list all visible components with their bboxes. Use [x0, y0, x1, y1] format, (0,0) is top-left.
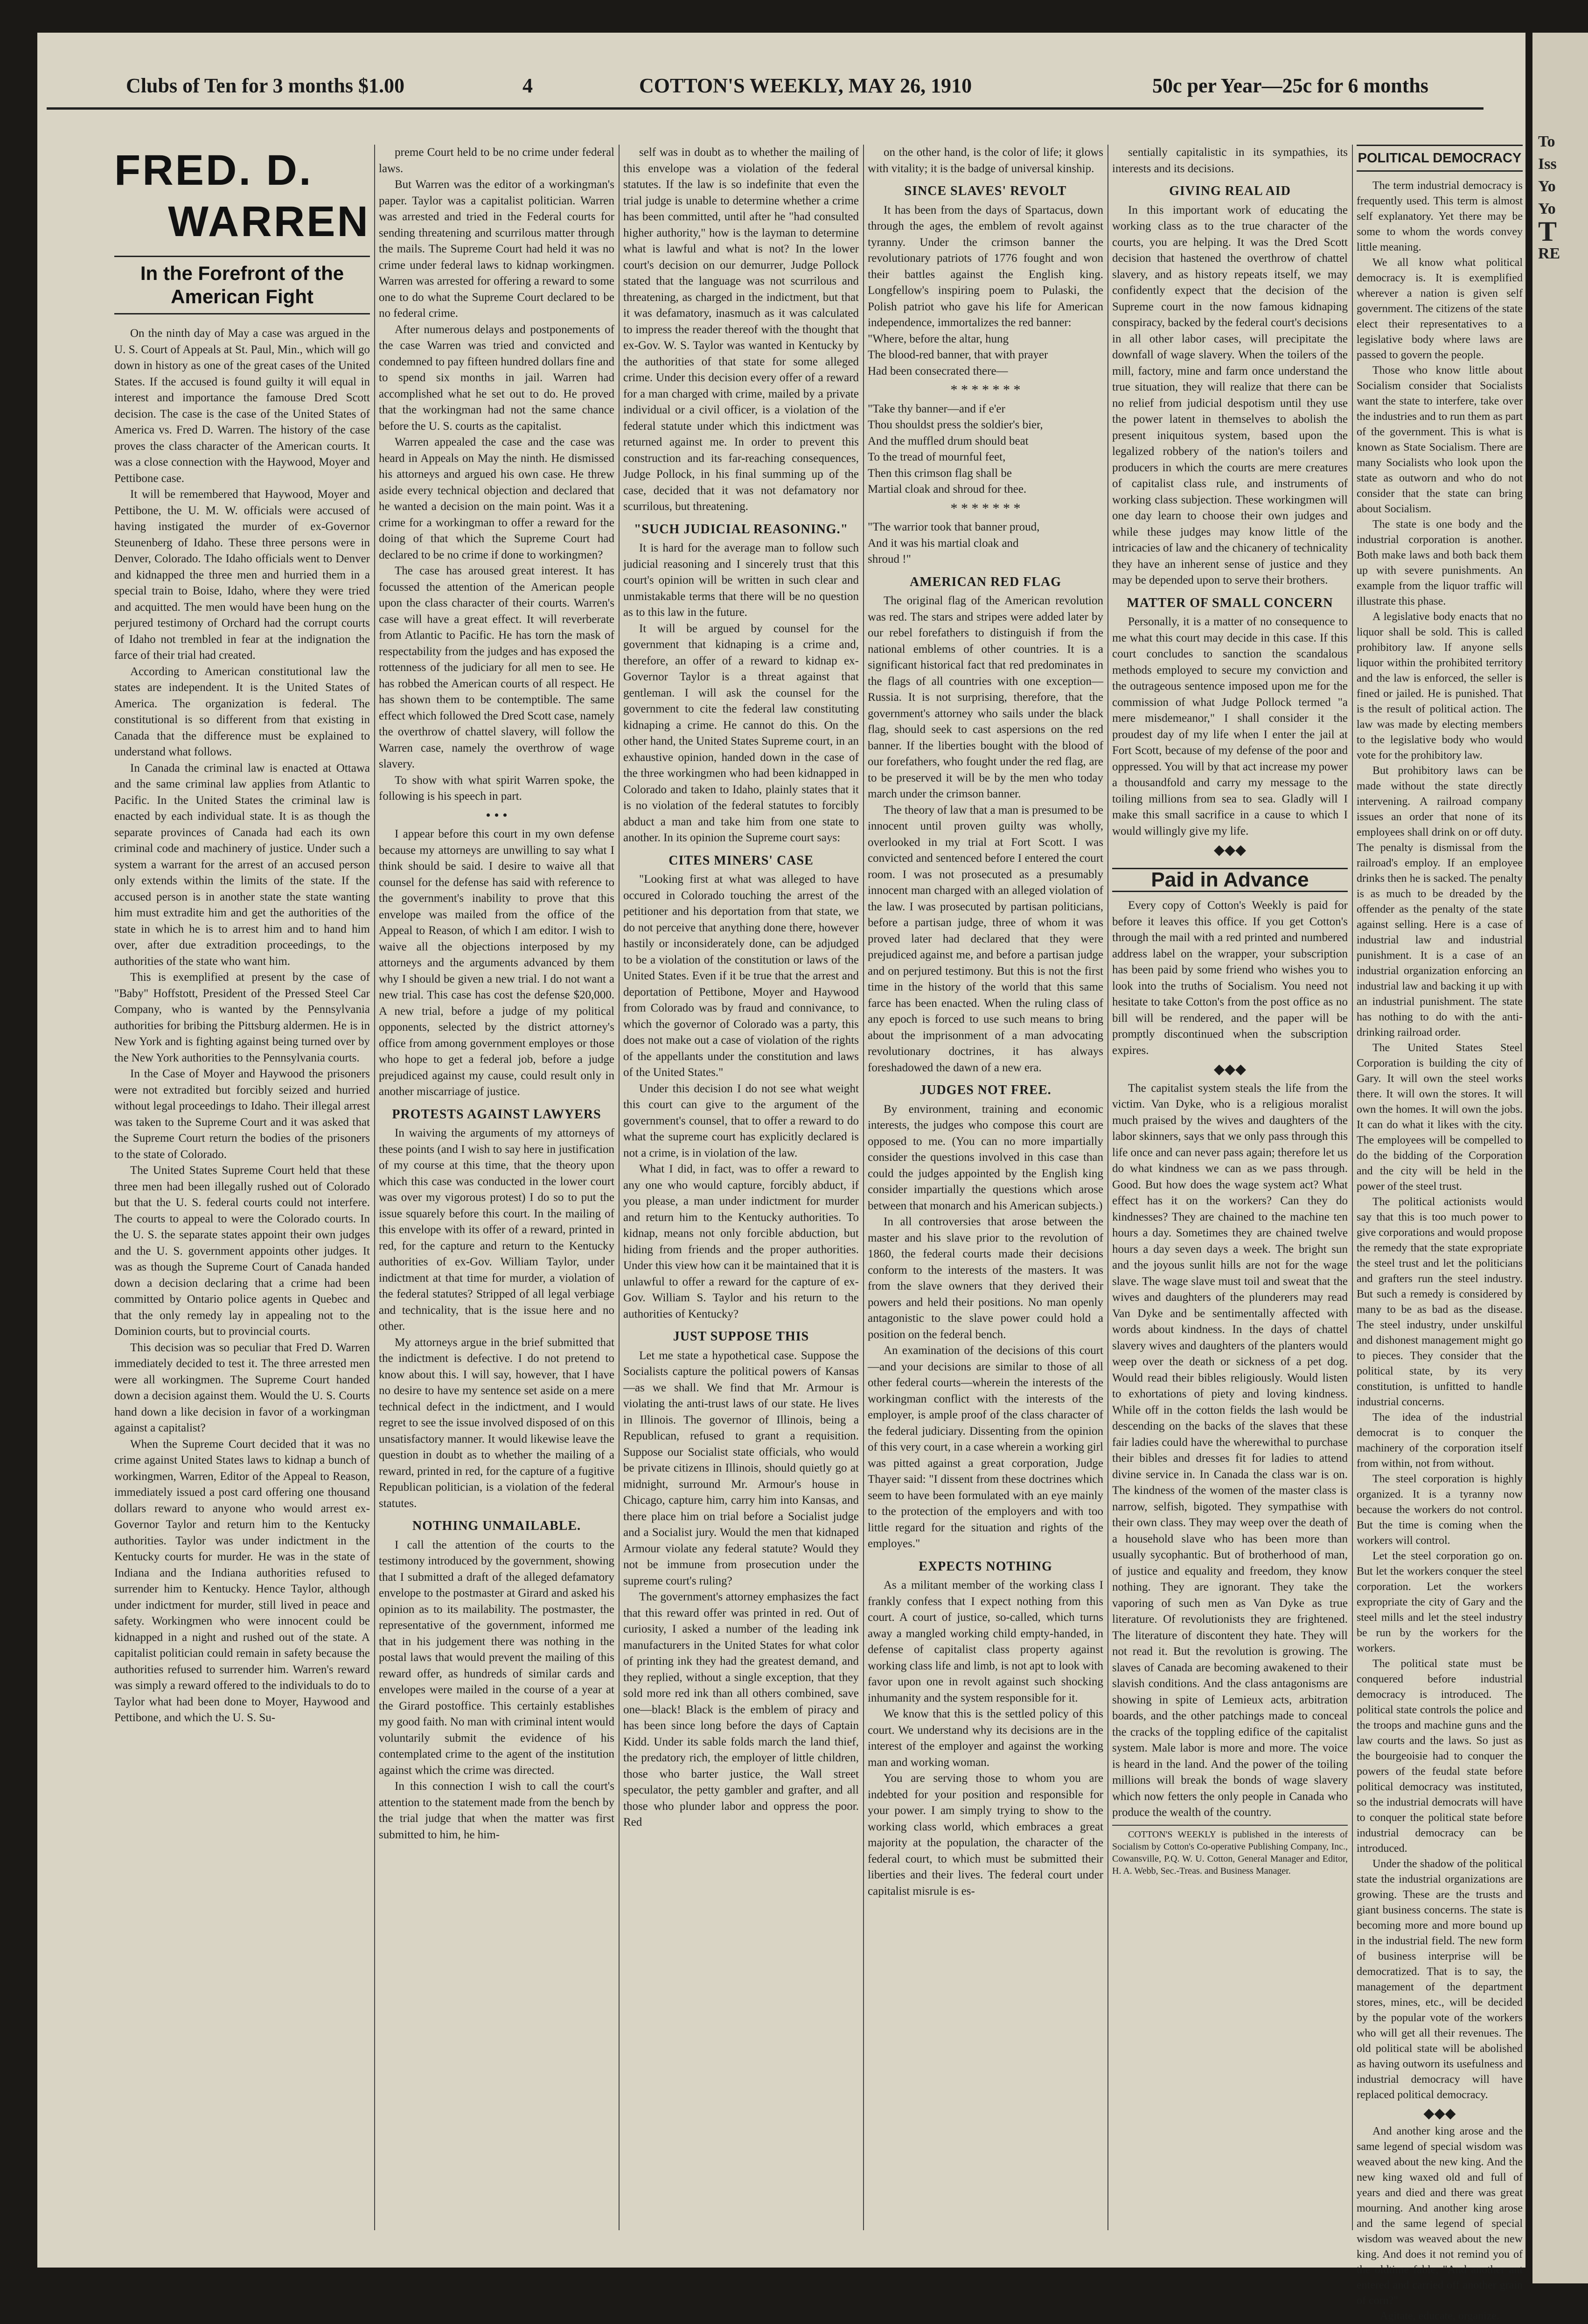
signoff-slogan: Agitate, educate, organize.	[1379, 2310, 1500, 2322]
header-masthead-date: COTTON'S WEEKLY, MAY 26, 1910	[639, 74, 972, 97]
paid-in-advance-heading: Paid in Advance	[1112, 868, 1348, 893]
paragraph: Martial cloak and shroud for thee.	[868, 483, 1027, 496]
edge-text: Iss	[1538, 155, 1557, 173]
column-2-text-3	[379, 1537, 614, 1843]
paragraph: And another king arose and the same legend of special wisdom was weaved about the new king. And the new king waxed old and full of years and died and there was great mourning. And another king arose and the same legend of special wisdom was weaved about the new king. And does it not remind you of the oldtime fable, "And another ant entered and carried off another grain of corn?"	[1357, 2125, 1523, 2307]
column-5-text	[1112, 145, 1348, 177]
ornament: • • •	[486, 807, 508, 823]
column-3-text-4	[623, 1348, 859, 1831]
edge-text: Yo	[1538, 200, 1556, 217]
paragraph: "The warrior took that banner proud,	[868, 521, 1040, 533]
column-2	[379, 145, 614, 2230]
paragraph: Under this decision I do not see what weight this court can give to the argument of the government's counsel, that to offer a reward to do what the supreme court has explicitly declared is not a crime, is in violation of the law.	[623, 1082, 859, 1159]
paragraph: My attorneys argue in the brief submitted that the indictment is defective. I do not pretend to know about this. I will say, however, that I have no desire to have my sentence set aside on a mere technical defect in the indictment, and I would regret to see the issue involved disposed of on this unsatisfactory manner. It would likewise leave the question in doubt as to whether the mailing of a reward, printed in red, for the capture of a fugitive Republican politician, is a violation of the federal statutes.	[379, 1336, 614, 1510]
poem-stanza-1	[868, 331, 1103, 380]
paragraph: shroud !"	[868, 553, 911, 565]
adjacent-page-edge	[1532, 33, 1588, 2283]
paragraph: In this important work of educating the working class as to the true character of the courts, you are helping. It was the Dred Scott decision that hastened the overthrow of chattel slavery, and as history repeats itself, we may confidently expect that the decision of the Supreme court in the now famous kidnaping conspiracy, backed by the federal court's decisions in all other labor cases, will precipitate the downfall of wage slavery. When the toilers of the mill, factory, mine and farm once understand the true situation, they will realize that there can be no relief from judicial despotism until they use the power latent in themselves to abolish the present iniquitous system, based upon the legalized robbery of the nation's toilers and producers in which the courts are mere creatures of capitalist class rule, and instruments of working class subjection. These workingmen will one day learn to choose their own judges and while these judges may know little of the intricacies of law and the chicanery of technicality they have an inherent sense of justice and they may be depended upon to serve their brothers.	[1112, 203, 1348, 586]
paragraph: What I did, in fact, was to offer a reward to any one who would capture, forcibly abduct, if you please, a man under indictment for murder and return him to the Kentucky authorities. To kidnap, means not only forcible abduction, but hiding from friends and the proper authorities. Under this view how can it be maintained that it is unlawful to offer a reward for the capture of ex-Gov. William S. Taylor and his return to the authorities of Kentucky?	[623, 1163, 859, 1320]
column-6-text-2	[1357, 2124, 1523, 2309]
column-6-text	[1357, 178, 1523, 2103]
paragraph: The United States Supreme Court held that these three men had been illegally rushed out of Colorado but that the U. S. federal courts could not interfere. The courts to appeal to were the Colorado courts. In the U. S. the separate states appoint their own judges and the U. S. government appoints other judges. It was as though the Supreme Court of Canada handed down a decision declaring that a crime had been committed by Ontario police agents in Quebec and that the only remedy lay in appealing not to the Dominion courts, but to provincial courts.	[114, 1164, 370, 1338]
column-1-text	[114, 326, 370, 1726]
paragraph: Under the shadow of the political state the industrial organizations are growing. These are the trusts and giant business concerns. The state is becoming more and more bound up in the industrial field. The new form of business interprise will be democratized. That is to say, the management of the department stores, mines, etc., will be decided by the popular vote of the workers who will get all their revenues. The old political state will be abolished as having outworn its usefulness and industrial democracy will have replaced political democracy.	[1357, 1858, 1523, 2101]
subhead-giving-real-aid: GIVING REAL AID	[1169, 184, 1291, 198]
paragraph: Let me state a hypothetical case. Suppose the Socialists capture the political powers of Kansas—as we shall. We find that Mr. Armour is violating the anti-trust laws of our state. He lives in Illinois. The governor of Illinois, being a Republican, refused to grant a requisition. Suppose our Socialist state officials, who would be private citizens in Illinois, should quietly go at midnight, surround Mr. Armour's house in Chicago, capture him, carry him into Kansas, and there place him on trial before a Socialist judge and a Socialist jury. Would the men that kidnaped Armour violate any federal statute? Would they not be immune from prosecution under the supreme court's ruling?	[623, 1349, 859, 1587]
paragraph: In the Case of Moyer and Haywood the prisoners were not extradited but forcibly seized and hurried without legal proceedings to Idaho. Their illegal arrest was taken to the Supreme Court and it was asked that the Supreme Court return the bodies of the prisoners to the state of Colorado.	[114, 1068, 370, 1161]
paragraph: This decision was so peculiar that Fred D. Warren immediately decided to test it. The three arrested men were all workingmen. The Supreme Court handed down a decision against them. Would the U. S. Courts hand down a like decision in favor of a workingman against a capitalist?	[114, 1341, 370, 1434]
column-5	[1112, 145, 1348, 2230]
subhead-expects-nothing: EXPECTS NOTHING	[919, 1559, 1052, 1574]
paragraph: As a militant member of the working class I frankly confess that I expect nothing from this court. A court of justice, so-called, which turns away a mangled working child empty-handed, in defense of capitalist class property against working class life and limb, is not apt to look with favor upon one in revolt against such shocking inhumanity and the system responsible for it.	[868, 1579, 1103, 1704]
column-5-text-5	[1112, 1081, 1348, 1821]
paragraph: The political state must be conquered before industrial democracy is introduced. The political state controls the police and the troops and machine guns and the law courts and the laws. So just as the bourgeoisie had to conquer the powers of the feudal state before political democracy was instituted, so the industrial democrats will have to conquer the political state before industrial democracy can be introduced.	[1357, 1658, 1523, 1855]
column-rule	[1352, 145, 1353, 2230]
paragraph: Personally, it is a matter of no consequence to me what this court may decide in this case. If this court concludes to sanction the scandalous methods employed to secure my conviction and the outrageous sentence imposed upon me for the commission of what Judge Pollock termed "a mere misdemeanor," I shall consider it the proudest day of my life when I enter the jail at Fort Scott, because of my defense of the poor and oppressed. You will by that act increase my power a thousandfold and carry my message to the toiling millions from sea to sea. Gladly will I make this small sacrifice in a cause to which I would willingly give my life.	[1112, 615, 1348, 837]
article-subtitle: In the Forefront of the American Fight	[114, 256, 370, 314]
paragraph: The capitalist system steals the life from the victim. Van Dyke, who is a religious moralist much praised by the wives and daughters of the labor skinners, says that we only pass through this life once and can never pass again; therefore let us do what kindness we can as we pass through. Good. But how does the wage system act? What effect has it on the workers? Can they do kindnesses? They are chained to the machine ten hours a day. Sometimes they are chained twelve hours a day seven days a week. The bright sun and the joyous sunlit hills are not for the wage slave. The wage slave must toil and sweat that the wives and daughters of the plunderers may read Van Dyke and be sentimentally affected with words about kindness. In the days of chattel slavery wives and daughters of the planters would weep over the death or sickness of a pet dog. Would read their bibles religiously. Would listen to exhortations of piety and loving kindness. While off in the cotton fields the lash would be descending on the backs of the slaves that these fair ladies could have the wherewithal to purchase their bibles and dresses fit for ladies to attend divine service in. In Canada the class war is on. The kindness of the women of the master class is narrow, selfish, bigoted. They sympathise with their own class. They may weep over the death of a household slave who has been more than usually sycophantic. But of brotherhood of man, of justice and equality and freedom, they know nothing. They are ignorant. They take the vaporing of such men as Van Dyke as true literature. Of revolutionists they are frightened. The literature of discontent they hate. They will not read it. But the revolution is growing. The slaves of Canada are becoming awakened to their slavish conditions. And the class antagonisms are showing in spite of Lemieux acts, arbitration boards, and the other patchings made to conceal the cracks of the toppling edifice of the capitalist system. Male labor is more and more. The voice is heard in the land. And the power of the toiling millions will break the bonds of wage slavery which now fetters the only people in Canada who produce the wealth of the country.	[1112, 1082, 1348, 1819]
paragraph: Let the steel corporation go on. But let the workers conquer the steel corporation. Let the workers expropriate the city of Gary and the steel mills and let the steel industry be run by the workers for the workers.	[1357, 1550, 1523, 1654]
subhead-nothing-unmailable: NOTHING UNMAILABLE.	[412, 1519, 581, 1533]
column-3	[623, 145, 859, 2230]
paragraph: The original flag of the American revolution was red. The stars and stripes were added later by our rebel forefathers to distinguish if from the national emblems of other countries. It is a significant historical fact that red predominates in the flags of all countries with one exception—Russia. It is not surprising, therefore, that the government's attorney who sails under the black flag, should seek to cast aspersions on the red banner. If the liberties bought with the blood of our forefathers, who fought under the red flag, are to be preserved it will be by the men who today march under the crimson banner.	[868, 594, 1103, 800]
paragraph: An examination of the decisions of this court—and your decisions are similar to those of all other federal courts—wherein the interests of the workingman conflict with the interests of the employer, is ample proof of the class character of the federal judiciary. Dissenting from the opinion of this very court, in a case wherein a working girl was pitted against a great corporation, Judge Thayer said: "I dissent from these doctrines which seem to have been formulated with an eye mainly to the protection of the employers and with too little regard for the situation and rights of the employes."	[868, 1344, 1103, 1550]
poem-stanza-3	[868, 519, 1103, 568]
subhead-protests-against-lawyers: PROTESTS AGAINST LAWYERS	[392, 1107, 601, 1122]
column-3-text	[623, 145, 859, 515]
paragraph: By environment, training and economic interests, the judges who compose this court are opposed to me. (You can no more impartially consider the questions involved in this case than could the judges appointed by the English king consider impartially the questions which arose between that monarch and his American subjects.)	[868, 1103, 1103, 1212]
poem-stanza-2	[868, 401, 1103, 498]
column-rule	[1107, 145, 1108, 2230]
paragraph: The government's attorney emphasizes the fact that this reward offer was printed in red. Out of curiosity, I asked a number of the leading ink manufacturers in the United States for what color of printing ink they had the greatest demand, and they replied, without a single exception, that they sold more red ink than all others combined, save one—black! Black is the emblem of piracy and has been since long before the days of Captain Kidd. Under its sable folds march the land thief, the predatory rich, the employer of little children, those who barter justice, the Wall street speculator, the petty gambler and grafter, and all those who plunder labor and oppress the poor. Red	[623, 1591, 859, 1828]
edge-text: To	[1538, 133, 1555, 150]
paragraph: Thou shouldst press the soldier's bier,	[868, 419, 1043, 431]
paragraph: sentially capitalistic in its sympathies, its interests and its decisions.	[1112, 146, 1348, 175]
column-3-text-3	[623, 1081, 859, 1323]
paragraph: It will be remembered that Haywood, Moyer and Pettibone, the U. M. W. officials were accused of having instigated the murder of ex-Governor Steunenberg of Idaho. These three persons were in Denver, Colorado. The Idaho officials went to Denver and kidnapped the three men and hurried them in a special train to Boise, Idaho, where they were tried and acquitted. The men would have been hung on the perjured testimony of Orchard had the corrupt courts of Idaho not trembled in fear at the indignation the farce of their trial had created.	[114, 488, 370, 662]
paragraph: I call the attention of the courts to the testimony introduced by the government, showing that I submitted a draft of the alleged defamatory envelope to the postmaster at Girard and asked his opinion as to its mailability. The postmaster, the representative of the government, informed me that in his judgement there was nothing in the postal laws that would prevent the mailing of this reward offer, as hundreds of similar cards and envelopes were mailed in the course of a year at the Girard postoffice. This certainly establishes my good faith. No man with criminal intent would voluntarily submit the evidence of his contemplated crime to the agent of the institution against which the crime was directed.	[379, 1538, 614, 1777]
newspaper-page	[37, 33, 1525, 2322]
paragraph: And the muffled drum should beat	[868, 434, 1029, 447]
paragraph: According to American constitutional law the states are independent. It is the United States of America. The organization is federal. The constitutional is so different from that existing in Canada that the difference must be explained to understand what follows.	[114, 665, 370, 758]
paragraph: "Where, before the altar, hung	[868, 332, 1009, 345]
column-2-text	[379, 145, 614, 805]
paragraph: But Warren was the editor of a workingman's paper. Taylor was a capitalist politician. Warren was arrested and tried in the Federal courts for sending threatening and scurrilous matter through the mails. The Supreme Court had held it was no crime under federal laws to kidnap workingmen. Warren was arrested for offering a reward to some one to do what the Supreme Court declared to be no federal crime.	[379, 178, 614, 320]
paragraph: And it was his martial cloak and	[868, 537, 1019, 550]
subhead-since-slaves-revolt: SINCE SLAVES' REVOLT	[904, 184, 1067, 198]
article-title-line-2: WARREN	[168, 198, 370, 245]
subhead-just-suppose-this: JUST SUPPOSE THIS	[673, 1329, 809, 1344]
page-header	[47, 70, 1484, 110]
header-subscription-clubs: Clubs of Ten for 3 months $1.00	[126, 74, 404, 97]
column-4-text	[868, 145, 1103, 177]
column-4-text-3	[868, 593, 1103, 1076]
paragraph: The steel corporation is highly organized. It is a tyranny now because the workers do not control. But the time is coming when the workers will control.	[1357, 1473, 1523, 1547]
court-quote: "Looking first at what was alleged to have occured in Colorado touching the arrest of the petitioner and his deportation from that state, we do not perceive that anything done there, however hastily or inconsiderately done, can be adjudged to be a violation of the constitution or laws of the United States. Even if it be true that the arrest and deportation of Pettibone, Moyer and Haywood from Colorado was by fraud and connivance, to which the governor of Colorado was a party, this does not make out a case of violation of the rights of the appellants under the constitution and laws of the United States."	[623, 873, 859, 1079]
paragraph: The term industrial democracy is frequently used. This term is almost self explanatory. Yet there may be some to whom the words convey little meaning.	[1357, 180, 1523, 253]
subhead-cites-miners-case: CITES MINERS' CASE	[669, 853, 814, 868]
subhead-such-judicial-reasoning: "SUCH JUDICIAL REASONING."	[634, 522, 849, 537]
paragraph: After numerous delays and postponements of the case Warren was tried and convicted and condemned to pay fifteen hundred dollars fine and to spend six months in jail. Warren had accomplished what he set out to do. He proved that the workingman had not the same chance before the U. S. courts as the capitalist.	[379, 323, 614, 433]
paragraph: But prohibitory laws can be made without the state directly intervening. A railroad company issues an order that none of its employees shall drink on or off duty. The penalty is dismissal from the railroad's employ. If an employee drinks then he is sacked. The penalty is as much to be dreaded by the offender as the penalty of the state against selling. Here is a case of industrial law and industrial punishment. It is a case of an industrial organization enforcing an industrial law and backing it up with an industrial punishment. The state has nothing to do with the anti-drinking railroad order.	[1357, 765, 1523, 1039]
paragraph: On the ninth day of May a case was argued in the U. S. Court of Appeals at St. Paul, Min., which will go down in history as one of the great cases of the United States. If the accused is found guilty it will equal in interest and importance the famouse Dred Scott decision. The case is the case of the United States of America vs. Fred D. Warren. The history of the case proves the class character of the American courts. It was a close connection with the Haywood, Moyer and Pettibone case.	[114, 327, 370, 485]
paragraph: "Take thy banner—and if e'er	[868, 402, 1005, 415]
paragraph: It is hard for the average man to follow such judicial reasoning and I sincerely trust that this court's opinion will be written in such clear and unmistakable terms that there will be no question as to this law in the future.	[623, 542, 859, 619]
political-democracy-heading: POLITICAL DEMOCRACY	[1357, 145, 1523, 172]
speech-text	[379, 826, 614, 1100]
paragraph: I appear before this court in my own defense because my attorneys are unwilling to say what I think should be said. I desire to waive all that counsel for the defense has said with reference to the government's inability to prove that this envelope was mailed from the office of the Appeal to Reason, of which I am editor. I wish to waive all the objections interposed by my attorneys and the arguments advanced by them why I should be given a new trial. I do not want a new trial. This case has cost the defense $20,000. A new trial, before a judge of my political opponents, selected by the district attorney's office from among government employes or those who hope to get a federal job, before a judge prejudiced against my cause, could result only in another miscarriage of justice.	[379, 828, 614, 1098]
header-subscription-price: 50c per Year—25c for 6 months	[1152, 74, 1428, 97]
edge-text: T	[1538, 216, 1557, 247]
ornament: ◆◆◆	[1423, 2106, 1456, 2121]
paragraph: To show with what spirit Warren spoke, the following is his speech in part.	[379, 774, 614, 803]
paragraph: In all controversies that arose between the master and his slave prior to the revolution of 1860, the federal courts made their decisions conform to the interests of the masters. It was from the slave owners that they derived their powers and held their positions. No man openly antagonistic to the slave power could hold a position on the federal bench.	[868, 1215, 1103, 1341]
column-4-text-2	[868, 202, 1103, 331]
paragraph: A legislative body enacts that no liquor shall be sold. This is called prohibitory law. If anyone sells liquor within the prohibited territory and the law is enforced, the seller is fined or jailed. He is punished. That is the result of political action. The law was made by electing members to the legislative body who would vote for the prohibitory law.	[1357, 611, 1523, 761]
paragraph: It will be argued by counsel for the government that kidnaping is a crime and, therefore, an offer of a reward to kidnap ex-Governor Taylor is a threat against that gentleman. I will ask the counsel for the government to cite the federal law constituting kidnaping a crime. He cannot do this. On the other hand, the United States Supreme court, in an exhaustive opinion, handed down in the case of the three workingmen who had been kidnapped in Colorado and taken to Idaho, plainly states that it is no violation of the federal statutes to forcibly abduct a man and take him from one state to another. In its opinion the Supreme court says:	[623, 622, 859, 844]
paragraph: The state is one body and the industrial corporation is another. Both make laws and both back them up with severe punishments. An example from the liquor traffic will illustrate this phase.	[1357, 518, 1523, 607]
paragraph: In this connection I wish to call the court's attention to the statement made from the bench by the trial judge that when the matter was first submitted to him, he him-	[379, 1780, 614, 1841]
paragraph: The blood-red banner, that with prayer	[868, 349, 1048, 361]
paragraph: In Canada the criminal law is enacted at Ottawa and the same criminal law applies from Atlantic to Pacific. In the United States the criminal law is enacted by each individual state. It is as though the separate provinces of Canada had each its own criminal code and machinery of justice. Under such a system a warrant for the arrest of an accused person only extends within the limits of the state. If the accused person is in another state the state wanting him must extradite him and get the authorities of the state in which he is to arrest him and to hand him over, after due extradition proceedings, to the authorities of the state who want him.	[114, 761, 370, 968]
article-title-line-1: FRED. D.	[114, 147, 313, 194]
column-4-text-4	[868, 1102, 1103, 1552]
column-5-text-3	[1112, 614, 1348, 839]
ornament: * * * * * * *	[950, 500, 1021, 516]
ornament: ◆◆◆	[1213, 1061, 1247, 1077]
paragraph: To the tread of mournful feet,	[868, 451, 1006, 463]
column-rule	[374, 145, 375, 2230]
edge-text: Yo	[1538, 178, 1556, 195]
paragraph: on the other hand, is the color of life; it glows with vitality; it is the badge of universal kinship.	[868, 146, 1103, 175]
paragraph: We all know what political democracy is. It is exemplified wherever a nation is given self government. The citizens of the state elect their representatives to a legislative body where laws are passed to govern the people.	[1357, 257, 1523, 361]
paragraph: You are serving those to whom you are indebted for your position and responsible for your power. I am simply trying to show to the working class world, which embraces a great majority at the population, the character of the federal court, to which must be submitted their liberties and their lives. The federal court under capitalist misrule is es-	[868, 1772, 1103, 1898]
column-5-text-2	[1112, 202, 1348, 589]
paragraph: The United States Steel Corporation is building the city of Gary. It will own the steel works there. It will own the stores. It will own the homes. It will own the jobs. It can do what it likes with the city. The employees will be compelled to do the bidding of the Corporation and the city will be held in the power of the steel trust.	[1357, 1042, 1523, 1193]
paragraph: It has been from the days of Spartacus, down through the ages, the emblem of revolt against tyranny. Under the crimson banner the revolutionary patriots of 1776 fought and won their battles against the English king. Longfellow's inspiring poem to Pulaski, the Polish patriot who gave his life for American independence, immortalizes the red banner:	[868, 203, 1103, 329]
ornament: * * * * * * *	[950, 382, 1021, 398]
subhead-judges-not-free: JUDGES NOT FREE.	[919, 1083, 1052, 1097]
column-4	[868, 145, 1103, 2230]
paragraph: Then this crimson flag shall be	[868, 467, 1012, 480]
edge-text: RE	[1538, 245, 1560, 262]
column-4-text-5	[868, 1577, 1103, 1899]
column-rule	[863, 145, 864, 2230]
paragraph: The political actionists would say that this is too much power to give corporations and would propose the remedy that the state expropriate the steel trust and let the politicians and grafters run the steel industry. But such a remedy is considered by many to be as bad as the disease. The steel industry, under unskilful and dishonest management might go to pieces. They consider that the political state, by its very constitution, is unfitted to handle industrial concerns.	[1357, 1196, 1523, 1408]
column-2-text-2	[379, 1125, 614, 1512]
column-6	[1357, 145, 1523, 2322]
paragraph: When the Supreme Court decided that it was no crime against United States laws to kidnap a bunch of workingmen, Warren, Editor of the Appeal to Reason, immediately issued a post card offering one thousand dollars reward to anyone who would arrest ex-Governor Taylor and return him to the Kentucky authorities. Taylor was under indictment in the Kentucky courts for murder. He was in the state of Indiana and the Indiana authorities refused to surrender him to Kentucky. Hence Taylor, although under indictment for murder, still lived in peace and safety. Workingmen who were innocent could be kidnapped in a night and rushed out of the state. A capitalist politician could remain in safety because the authorities refused to surrender him. Warren's reward was simply a reward offered to the individuals to do to Taylor what had been done to Moyer, Haywood and Pettibone, and which the U. S. Su-	[114, 1438, 370, 1724]
paragraph: Those who know little about Socialism consider that Socialists want the state to interfere, take over the industries and to run them as part of the government. This is what is known as State Socialism. There are many Socialists who look upon the state as outworn and who do not consider that the state can bring about Socialism.	[1357, 364, 1523, 515]
paragraph: In waiving the arguments of my attorneys of these points (and I wish to say here in justification of my course at this time, that the theory upon which this case was conducted in the lower court was over my vigorous protest) I do so to put the issue squarely before this court. In the mailing of this envelope with its offer of a reward, printed in red, for the capture and return to the Kentucky authorities of ex-Gov. William Taylor, under indictment at that time for murder, a violation of the federal statutes? Stripped of all legal verbiage and technicality, that is the issue here and no other.	[379, 1127, 614, 1333]
subhead-matter-of-small-concern: MATTER OF SMALL CONCERN	[1127, 595, 1333, 610]
ornament: ◆◆◆	[1213, 842, 1247, 858]
column-1	[114, 145, 370, 2230]
subhead-american-red-flag: AMERICAN RED FLAG	[910, 574, 1061, 589]
column-rule	[619, 145, 620, 2230]
column-5-text-4	[1112, 898, 1348, 1059]
header-page-number: 4	[522, 74, 533, 97]
paragraph: Warren appealed the case and the case was heard in Appeals on May the ninth. He dismissed his attorneys and argued his own case. He threw aside every technical objection and declared that he wanted a decision on the main point. Was it a crime for a workingman to offer a reward for the doing of that which the Supreme Court had declared to be no crime if done to workingmen?	[379, 436, 614, 561]
paragraph: self was in doubt as to whether the mailing of this envelope was a violation of the federal statutes. If the law is so indefinite that even the trial judge is unable to determine whether a crime has been committed, until after he "had consulted higher authority," how is the layman to determine what is lawful and what is not? In the lower court's decision on our demurrer, Judge Pollock stated that the language was not scurrilous and threatening, as charged in the indictment, but that it was defamatory, inasmuch as it was calculated to impress the reader thereof with the thought that ex-Gov. W. S. Taylor was wanted in Kentucky by the authorities of that state for some alleged crime. Under this decision every offer of a reward for a man charged with crime, mailed by a private individual or a civil officer, is a violation of the federal statute under which this indictment was returned against me. In order to prevent this construction and its far-reaching consequences, Judge Pollock, in his final summing up of the case, decided that it was not defamatory nor scurrilous, but threatening.	[623, 146, 859, 513]
paragraph: Had been consecrated there—	[868, 364, 1008, 377]
paragraph: The case has aroused great interest. It has focussed the attention of the American people upon the class character of their courts. Warren's case will have a great effect. It will reverberate from Atlantic to Pacific. He has torn the mask of respectability from the judges and has exposed the rottenness of the judiciary for all men to see. He has robbed the American courts of all respect. He has shown them to be contemptible. The same effect which followed the Dred Scott case, namely the overthrow of chattel slavery, will follow the Warren case, namely the overthrow of wage slavery.	[379, 565, 614, 770]
paragraph: We know that this is the settled policy of this court. We understand why its decisions are in the interest of the employer and against the working man and working woman.	[868, 1708, 1103, 1769]
publisher-masthead-notice: COTTON'S WEEKLY is published in the interests of Socialism by Cotton's Co-operative Publishing Company, Inc., Cowansville, P.Q. W. U. Cotton, General Manager and Editor, H. A. Webb, Sec.-Treas. and Business Manager.	[1112, 1825, 1348, 1877]
paragraph: This is exemplified at present by the case of "Baby" Hoffstott, President of the Pressed Steel Car Company, who is wanted by the Pennsylvania authorities for bribing the Pittsburg aldermen. He is in New York and is fighting against being turned over by the New York authorities to the Pennsylvania courts.	[114, 971, 370, 1064]
column-3-text-2	[623, 540, 859, 846]
paragraph: preme Court held to be no crime under federal laws.	[379, 146, 614, 175]
paragraph: Every copy of Cotton's Weekly is paid for before it leaves this office. If you get Cotton's through the mail with a red printed and numbered address label on the wrapper, your subscription has been paid by some friend who wishes you to look into the truths of Socialism. You need not hesitate to take Cotton's from the post office as no bill will be rendered, and the paper will be promptly discontinued when the subscription expires.	[1112, 899, 1348, 1057]
paragraph: The idea of the industrial democrat is to conquer the machinery of the corporation itself from within, not from without.	[1357, 1411, 1523, 1470]
paragraph: The theory of law that a man is presumed to be innocent until proven guilty was wholly, overlooked in my trial at Fort Scott. I was convicted and sentenced before I entered the court room. I was not prosecuted as a presumably innocent man charged with an alleged violation of the law. I was prosecuted by partisan politicians, before a partisan judge, three of whom it was proved later had declared that they were prejudiced against me, and before a partisan judge and on perjured testimony. But this is not the first time in the history of the world that this same farce has been enacted. When the ruling class of any epoch is forced to use such means to bring about the imprisonment of a man advocating revolutionary doctrines, it has always foreshadowed the dawn of a new era.	[868, 803, 1103, 1074]
